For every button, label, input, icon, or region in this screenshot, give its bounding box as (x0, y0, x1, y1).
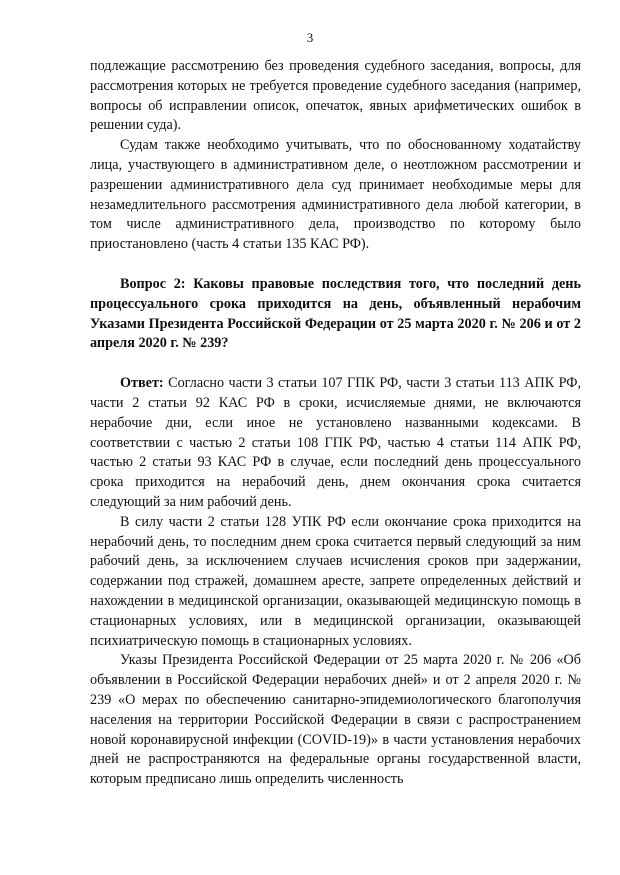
document-body (90, 57, 581, 790)
paragraph-2: Судам также необходимо учитывать, что по обоснованному ходатайству лица, участвующего в административном деле, о неотложном рассмотрении и разрешении административного дела суд принимает необходимые меры для незамедлительного рассмотрения административного дела любой категории, в том числе административного дела, производство по которому было приостановлено (часть 4 статьи 135 КАС РФ). (90, 137, 581, 253)
paragraph-5: Указы Президента Российской Федерации от 25 марта 2020 г. № 206 «Об объявлении в Российской Федерации нерабочих дней» и от 2 апреля 2020 г. № 239 «О мерах по обеспечению санитарно-эпидемиологического благополучия населения на территории Российской Федерации в связи с распространением новой коронавирусной инфекции (COVID-19)» в части установления нерабочих дней не распространяются на федеральные органы государственной власти, которым предписано лишь определить численность (90, 652, 581, 788)
answer-label: Ответ: (120, 375, 164, 392)
answer-text: Согласно части 3 статьи 107 ГПК РФ, части 3 статьи 113 АПК РФ, части 2 статьи 92 КАС РФ в сроки, исчисляемые днями, не включаются нерабочие дни, если иное не установлено названными кодексами. В соответствии с частью 2 статьи 108 ГПК РФ, частью 4 статьи 114 АПК РФ, частью 2 статьи 93 КАС РФ в случае, если последний день процессуального срока приходится на нерабочий день, днем окончания срока считается следующий за ним рабочий день. (90, 375, 581, 510)
question-heading: Вопрос 2: Каковы правовые последствия того, что последний день процессуального срока приходится на день, объявленный нерабочим Указами Президента Российской Федерации от 25 марта 2020 г. № 206 и от 2 апреля 2020 г. № 239? (90, 275, 581, 352)
paragraph-4: В силу части 2 статьи 128 УПК РФ если окончание срока приходится на нерабочий день, то последним днем срока считается первый следующий за ним рабочий день, за исключением случаев исчисления сроков при задержании, содержании под стражей, домашнем аресте, запрете определенных действий и нахождении в медицинской организации, оказывающей медицинскую помощь в стационарных условиях, или в медицинской организации, оказывающей психиатрическую помощь в стационарных условиях. (90, 513, 581, 649)
page-number: 3 (306, 30, 314, 45)
answer-paragraph (90, 374, 581, 513)
paragraph-1: подлежащие рассмотрению без проведения судебного заседания, вопросы, для рассмотрения которых не требуется проведение судебного заседания (например, вопросы об исправлении описок, опечаток, явных арифметических ошибок в решении суда). (90, 58, 581, 134)
